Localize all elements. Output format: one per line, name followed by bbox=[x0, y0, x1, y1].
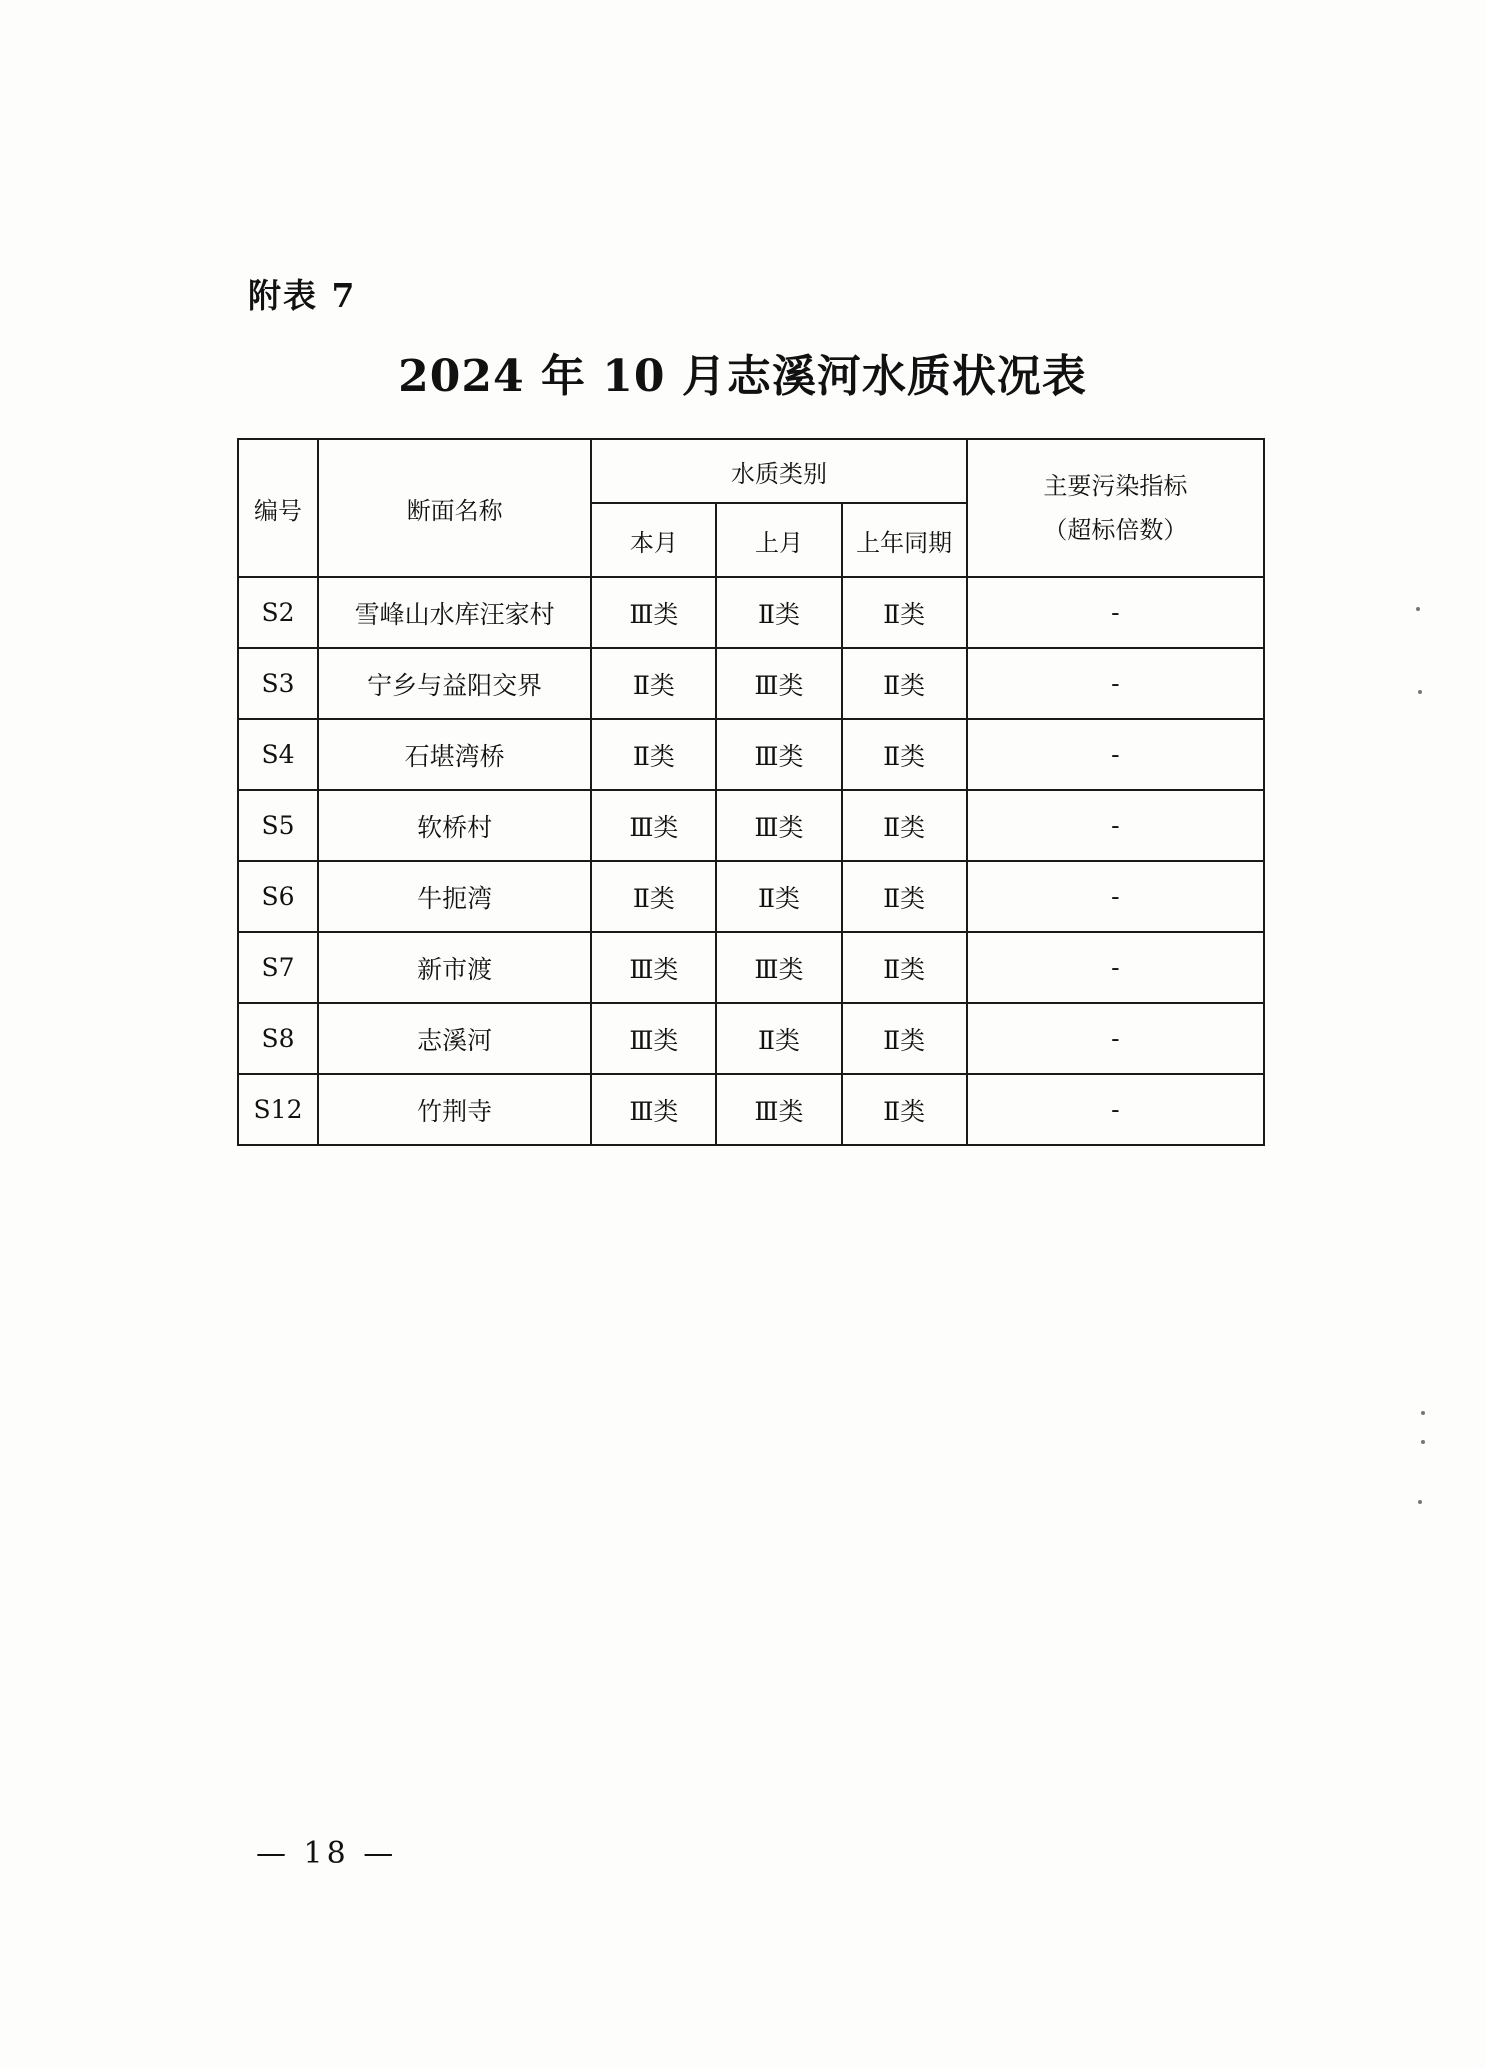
header-pollutant-line1: 主要污染指标 bbox=[1043, 472, 1188, 500]
cell-pollutant: - bbox=[967, 861, 1264, 932]
scan-speck bbox=[1421, 1440, 1425, 1444]
cell-last-month: Ⅱ类 bbox=[716, 1003, 841, 1074]
cell-last-year: Ⅱ类 bbox=[842, 861, 967, 932]
cell-last-month: Ⅲ类 bbox=[716, 1074, 841, 1145]
cell-name: 雪峰山水库汪家村 bbox=[318, 577, 591, 648]
scan-speck bbox=[1418, 1500, 1422, 1504]
cell-last-month: Ⅲ类 bbox=[716, 648, 841, 719]
cell-id: S12 bbox=[238, 1074, 318, 1145]
cell-this-month: Ⅲ类 bbox=[591, 1003, 716, 1074]
cell-this-month: Ⅲ类 bbox=[591, 790, 716, 861]
cell-id: S5 bbox=[238, 790, 318, 861]
table-row bbox=[238, 719, 1264, 790]
header-same-period-last-year: 上年同期 bbox=[842, 503, 967, 577]
cell-this-month: Ⅱ类 bbox=[591, 861, 716, 932]
cell-name: 牛扼湾 bbox=[318, 861, 591, 932]
cell-pollutant: - bbox=[967, 932, 1264, 1003]
scan-speck bbox=[1421, 1411, 1425, 1415]
cell-this-month: Ⅱ类 bbox=[591, 719, 716, 790]
table-header-row bbox=[238, 439, 1264, 503]
cell-last-month: Ⅲ类 bbox=[716, 790, 841, 861]
cell-id: S7 bbox=[238, 932, 318, 1003]
scan-speck bbox=[1416, 607, 1420, 611]
cell-name: 软桥村 bbox=[318, 790, 591, 861]
cell-pollutant: - bbox=[967, 1003, 1264, 1074]
cell-id: S6 bbox=[238, 861, 318, 932]
cell-id: S2 bbox=[238, 577, 318, 648]
cell-last-year: Ⅱ类 bbox=[842, 790, 967, 861]
cell-this-month: Ⅲ类 bbox=[591, 932, 716, 1003]
cell-name: 竹荆寺 bbox=[318, 1074, 591, 1145]
cell-last-year: Ⅱ类 bbox=[842, 577, 967, 648]
page-title: 2024 年 10 月志溪河水质状况表 bbox=[398, 351, 1087, 402]
header-pollutant bbox=[967, 439, 1264, 577]
cell-last-year: Ⅱ类 bbox=[842, 932, 967, 1003]
header-name: 断面名称 bbox=[318, 439, 591, 577]
cell-last-year: Ⅱ类 bbox=[842, 1074, 967, 1145]
cell-last-month: Ⅱ类 bbox=[716, 577, 841, 648]
cell-this-month: Ⅱ类 bbox=[591, 648, 716, 719]
header-class-group: 水质类别 bbox=[591, 439, 966, 503]
cell-last-year: Ⅱ类 bbox=[842, 648, 967, 719]
appendix-label: 附表 7 bbox=[248, 276, 357, 315]
cell-last-month: Ⅲ类 bbox=[716, 719, 841, 790]
cell-pollutant: - bbox=[967, 648, 1264, 719]
table-row bbox=[238, 1003, 1264, 1074]
cell-name: 新市渡 bbox=[318, 932, 591, 1003]
cell-pollutant: - bbox=[967, 577, 1264, 648]
water-quality-table bbox=[237, 438, 1265, 1146]
table-row bbox=[238, 577, 1264, 648]
cell-name: 志溪河 bbox=[318, 1003, 591, 1074]
cell-pollutant: - bbox=[967, 1074, 1264, 1145]
cell-id: S3 bbox=[238, 648, 318, 719]
table-row bbox=[238, 648, 1264, 719]
cell-id: S4 bbox=[238, 719, 318, 790]
cell-last-month: Ⅱ类 bbox=[716, 861, 841, 932]
cell-id: S8 bbox=[238, 1003, 318, 1074]
cell-this-month: Ⅲ类 bbox=[591, 577, 716, 648]
cell-last-month: Ⅲ类 bbox=[716, 932, 841, 1003]
cell-name: 石堪湾桥 bbox=[318, 719, 591, 790]
cell-last-year: Ⅱ类 bbox=[842, 719, 967, 790]
cell-last-year: Ⅱ类 bbox=[842, 1003, 967, 1074]
table-row bbox=[238, 932, 1264, 1003]
table-row bbox=[238, 790, 1264, 861]
cell-pollutant: - bbox=[967, 790, 1264, 861]
header-this-month: 本月 bbox=[591, 503, 716, 577]
table-row bbox=[238, 1074, 1264, 1145]
table-row bbox=[238, 861, 1264, 932]
header-id: 编号 bbox=[238, 439, 318, 577]
header-pollutant-line2: （超标倍数） bbox=[1043, 516, 1188, 544]
cell-pollutant: - bbox=[967, 719, 1264, 790]
cell-this-month: Ⅲ类 bbox=[591, 1074, 716, 1145]
cell-name: 宁乡与益阳交界 bbox=[318, 648, 591, 719]
scan-speck bbox=[1418, 690, 1422, 694]
page-number: — 18 — bbox=[256, 1836, 398, 1871]
header-last-month: 上月 bbox=[716, 503, 841, 577]
